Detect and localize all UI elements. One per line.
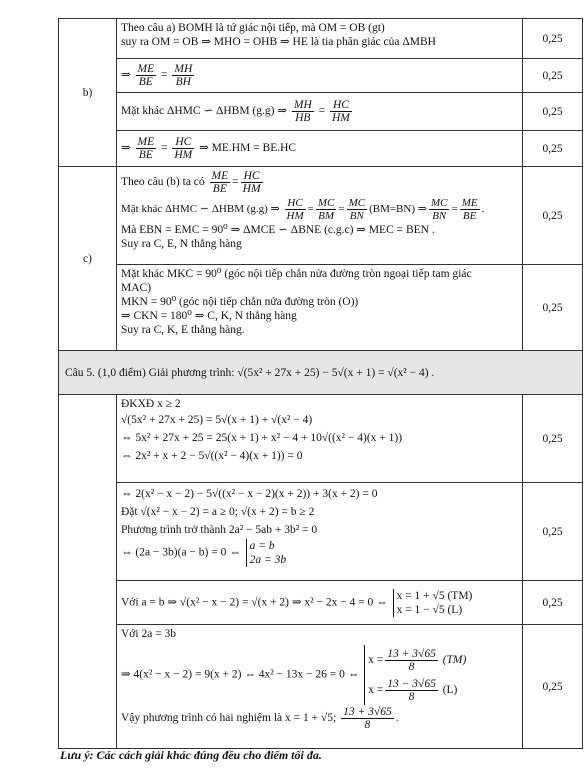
blank-cell — [59, 395, 117, 749]
solution-cell — [117, 19, 523, 59]
solution-cell — [117, 483, 523, 581]
score-cell: 0,25 — [523, 19, 583, 59]
solution-text: Với a = b ⇒ √(x² − x − 2) = √(x + 2) ⇒ x² − 2x − 4 = 0 ⇔ — [121, 596, 388, 609]
table-row — [59, 167, 583, 265]
solution-line: Theo câu (b) ta có $\frac{ME}{BE}$ = $\frac{HC}{HM}$ — [121, 169, 261, 195]
solution-line: Mà EBN = EMC = 90⁰ ⇒ ΔMCE ∽ ΔBNE (c.g.c) ⇒ MEC = BEN . — [121, 224, 435, 236]
score-cell: 0,25 — [523, 93, 583, 131]
solution-line: Mặt khác ΔHMC ∽ ΔHBM (g.g) ⇒ $\frac{HC}{HM}$ = $\frac{MC}{BM}$ = $\frac{MC}{BN}$ (BM=BN) ⇒ $\frac{MC}{BN}$ = $\frac{ME}{BE}$ . — [121, 196, 485, 222]
solution-cell — [117, 625, 523, 749]
solution-line: Phương trình trở thành 2a² − 5ab + 3b² = 0 — [121, 524, 318, 536]
table-row — [59, 59, 583, 93]
part-label: b) — [59, 19, 117, 167]
score-cell: 0,25 — [523, 167, 583, 265]
solution-line: ⇔ (2a − 3b)(a − b) = 0 ⇔ a = b 2a = 3b — [121, 540, 287, 566]
solution-line: ⇒ 4(x² − x − 2) = 9(x + 2) ⇔ 4x² − 13x − 26 = 0 ⇔ x = $\frac{13 + 3√65}{8}$ (TM) x = $\frac{13 - 3√65}{8}$ (L) — [121, 645, 518, 705]
score-cell: 0,25 — [523, 483, 583, 581]
solution-line: MKN = 90⁰ (góc nội tiếp chắn nửa đường tròn (O)) — [121, 296, 359, 308]
solution-cell — [117, 59, 523, 93]
symbol: ⇒ — [121, 142, 131, 155]
solution-line: Suy ra C, E, N thẳng hàng — [121, 238, 242, 250]
equation-system: x = $\frac{13 + 3√65}{8}$ (TM) x = $\frac{13 - 3√65}{8}$ (L) — [364, 645, 466, 705]
table-row — [59, 19, 583, 59]
solution-cell — [117, 131, 523, 167]
solution-cell — [117, 581, 523, 625]
score-cell: 0,25 — [523, 625, 583, 749]
fraction: $\frac{ME}{BE}$ — [137, 63, 155, 88]
fraction: $\frac{MH}{BH}$ — [174, 63, 193, 88]
table-row — [59, 265, 583, 351]
table-row — [59, 483, 583, 581]
equation-system: x = 1 + √5 (TM) x = 1 − √5 (L) — [393, 589, 473, 617]
table-row — [59, 395, 583, 483]
solution-line: Với 2a = 3b — [121, 628, 177, 640]
solution-text: ⇒ ME.HM = BE.HC — [199, 142, 297, 155]
question-header: Câu 5. (1,0 điểm) Giải phương trình: √(5x² + 27x + 25) − 5√(x + 1) = √(x² − 4) . — [59, 351, 583, 395]
solution-line: Mặt khác MKC = 90⁰ (góc nội tiếp chắn nửa đường tròn ngoại tiếp tam giác — [121, 268, 472, 280]
score-cell: 0,25 — [523, 581, 583, 625]
answer-table — [58, 18, 583, 749]
solution-line: Theo câu a) BOMH là tứ giác nội tiếp, mà OM = OB (gt) — [121, 22, 385, 34]
solution-line: ⇔ 2(x² − x − 2) − 5√((x² − x − 2)(x + 2)) + 3(x + 2) = 0 — [121, 488, 378, 500]
solution-cell — [117, 395, 523, 483]
symbol: = — [161, 69, 168, 82]
symbol: = — [161, 142, 168, 155]
part-label: c) — [59, 167, 117, 351]
fraction: $\frac{HC}{HM}$ — [332, 99, 350, 124]
fraction: $\frac{HC}{HM}$ — [174, 136, 193, 161]
score-cell: 0,25 — [523, 395, 583, 483]
solution-line: ĐKXĐ x ≥ 2 — [121, 398, 181, 410]
score-cell: 0,25 — [523, 59, 583, 93]
table-row — [59, 581, 583, 625]
solution-line: Đặt √(x² − x − 2) = a ≥ 0; √(x + 2) = b ≥ 2 — [121, 506, 315, 518]
table-row — [59, 131, 583, 167]
symbol: ⇒ — [121, 69, 131, 82]
symbol: = — [318, 105, 326, 118]
solution-line: √(5x² + 27x + 25) = 5√(x + 1) + √(x² − 4) — [121, 414, 313, 426]
footer-note: Lưu ý: Các cách giải khác đúng đều cho điểm tối đa. — [60, 748, 322, 762]
equation-system: a = b 2a = 3b — [246, 539, 287, 567]
solution-line: Suy ra C, K, E thẳng hàng. — [121, 324, 245, 336]
fraction: $\frac{MH}{HB}$ — [293, 99, 312, 124]
solution-line: suy ra OM = OB ⇒ MHO = OHB ⇒ HE là tia phân giác của ΔMBH — [121, 36, 436, 48]
score-cell: 0,25 — [523, 265, 583, 351]
solution-line: ⇔ 5x² + 27x + 25 = 25(x + 1) + x² − 4 + 10√((x² − 4)(x + 1)) — [121, 432, 403, 444]
solution-text: Mặt khác ΔHMC ∽ ΔHBM (g.g) ⇒ — [121, 105, 287, 118]
solution-cell — [117, 93, 523, 131]
solution-line: ⇔ 2x² + x + 2 − 5√((x² − 4)(x + 1)) = 0 — [121, 450, 303, 462]
solution-cell — [117, 167, 523, 265]
solution-line: ⇒ CKN = 180⁰ ⇒ C, K, N thẳng hàng — [121, 310, 297, 322]
score-cell: 0,25 — [523, 131, 583, 167]
solution-cell — [117, 265, 523, 351]
solution-line: MAC) — [121, 282, 152, 294]
table-row — [59, 93, 583, 131]
table-row — [59, 625, 583, 749]
fraction: $\frac{ME}{BE}$ — [137, 136, 155, 161]
solution-line: Vậy phương trình có hai nghiệm là x = 1 + √5; $\frac{13 + 3√65}{8}$ . — [121, 705, 399, 731]
table-row — [59, 351, 583, 395]
